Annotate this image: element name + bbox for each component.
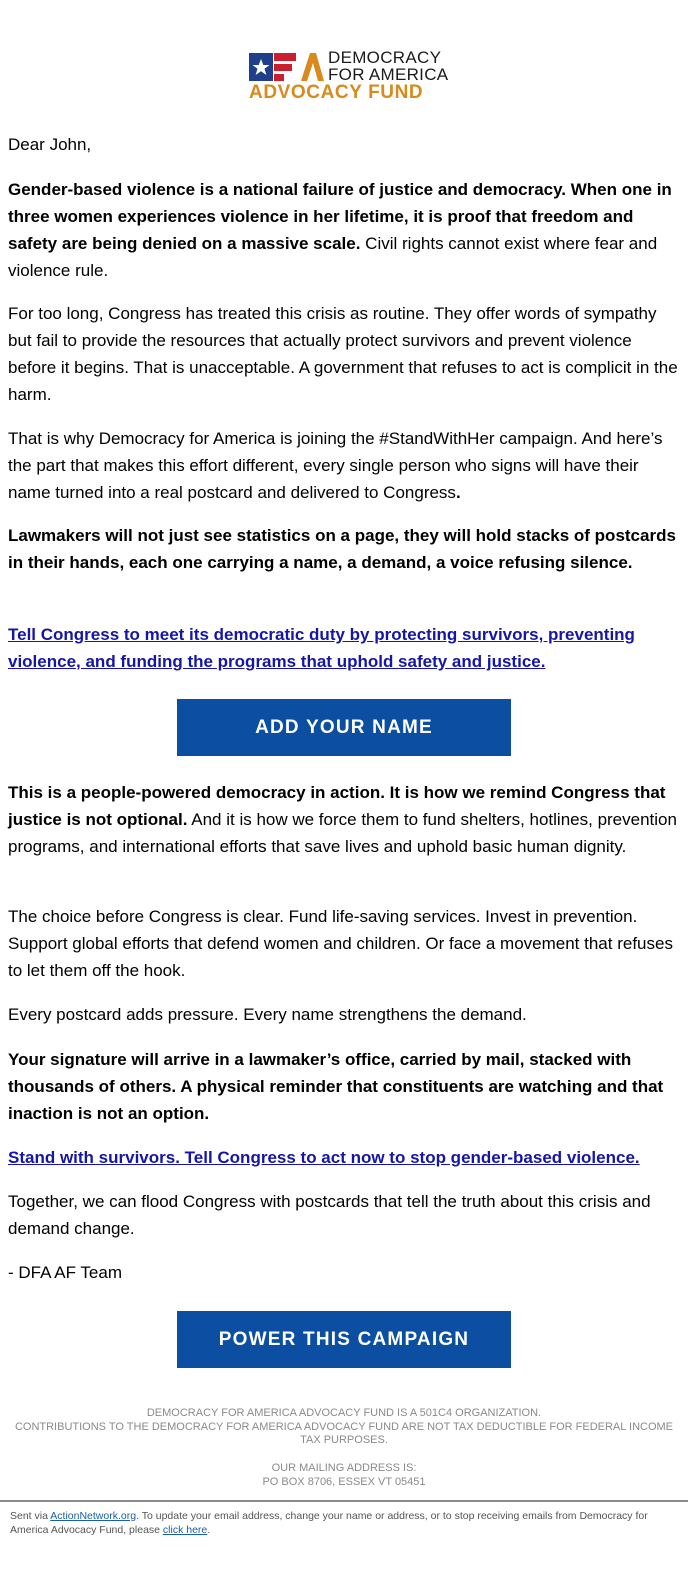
dfa-logo: [249, 49, 449, 103]
paragraph-5-normal: And it is how we force them to fund shelters, hotlines, prevention programs, and international efforts that save lives and uphold basic human dignity.: [8, 810, 677, 856]
paragraph-1-normal: Civil rights cannot exist where fear and violence rule.: [8, 234, 658, 280]
sent-middle: . To update your email address, change your name or address, or to stop receiving emails from Democracy for America Advocacy Fund, please: [10, 1510, 648, 1536]
greeting: Dear John,: [8, 135, 92, 154]
sent-prefix: Sent via: [10, 1510, 51, 1522]
link-1-wrap: [8, 621, 680, 675]
footer-mailing-address: PO BOX 8706, ESSEX VT 05451: [262, 1476, 426, 1488]
actionnetwork-link[interactable]: ActionNetwork.org: [50, 1510, 137, 1522]
click-here-link[interactable]: click here: [162, 1524, 208, 1536]
tell-congress-link[interactable]: Tell Congress to meet its democratic duty by protecting survivors, preventing violence, and funding the programs that uphold safety and justice.: [8, 625, 635, 671]
footer-tax-line: CONTRIBUTIONS TO THE DEMOCRACY FOR AMERICA ADVOCACY FUND ARE NOT TAX DEDUCTIBLE FOR FEDERAL INCOME TAX PURPOSES.: [14, 1421, 674, 1446]
power-this-campaign-button[interactable]: POWER THIS CAMPAIGN: [177, 1311, 511, 1368]
add-your-name-button[interactable]: ADD YOUR NAME: [177, 699, 511, 756]
footer-org-line: DEMOCRACY FOR AMERICA ADVOCACY FUND IS A 501C4 ORGANIZATION.: [146, 1407, 542, 1419]
paragraph-3-end: .: [455, 483, 461, 502]
paragraph-5-bold: This is a people-powered democracy in action. It is how we remind Congress that justice is not optional.: [8, 783, 666, 829]
paragraph-4: Lawmakers will not just see statistics on a page, they will hold stacks of postcards in their hands, each one carrying a name, a demand, a voice refusing silence.: [8, 526, 676, 572]
logo-text-advocacy-fund: ADVOCACY FUND: [249, 82, 424, 103]
paragraph-9: Together, we can flood Congress with postcards that tell the truth about this crisis and demand change.: [8, 1192, 651, 1238]
paragraph-7: Every postcard adds pressure. Every name strengthens the demand.: [8, 1005, 527, 1024]
paragraph-1-bold: Gender-based violence is a national failure of justice and democracy. When one in three women experiences violence in her lifetime, it is proof that freedom and safety are being denied on a massive scale.: [8, 180, 672, 253]
footer-divider: [0, 1500, 688, 1502]
paragraph-5: [8, 779, 680, 860]
paragraph-8: Your signature will arrive in a lawmaker’s office, carried by mail, stacked with thousands of others. A physical reminder that constituents are watching and that inaction is not an option.: [8, 1050, 664, 1123]
link-2-wrap: [8, 1144, 680, 1171]
sent-via-notice: [10, 1509, 678, 1537]
footer-mailing-label: OUR MAILING ADDRESS IS:: [271, 1462, 417, 1474]
paragraph-1: [8, 176, 680, 284]
paragraph-6: The choice before Congress is clear. Fund life-saving services. Invest in prevention. Support global efforts that defend women and children. Or face a movement that refuses to let them off the hook.: [8, 907, 673, 980]
dfa-logo-mark-icon: [249, 53, 324, 81]
stand-with-survivors-link[interactable]: Stand with survivors. Tell Congress to act now to stop gender-based violence.: [8, 1148, 640, 1167]
signoff: - DFA AF Team: [8, 1263, 123, 1282]
paragraph-3-normal: That is why Democracy for America is joining the #StandWithHer campaign. And here’s the part that makes this effort different, every single person who signs will have their name turned into a real postcard and delivered to Congress: [8, 429, 663, 502]
logo-text-for-america: FOR AMERICA: [328, 65, 449, 84]
logo-text-democracy: DEMOCRACY: [328, 48, 442, 67]
sent-suffix: .: [207, 1524, 211, 1536]
paragraph-2: For too long, Congress has treated this crisis as routine. They offer words of sympathy but fail to provide the resources that actually protect survivors and prevent violence before it begins. That is unacceptable. A government that refuses to act is complicit in the harm.: [8, 304, 678, 404]
paragraph-3: [8, 425, 680, 506]
